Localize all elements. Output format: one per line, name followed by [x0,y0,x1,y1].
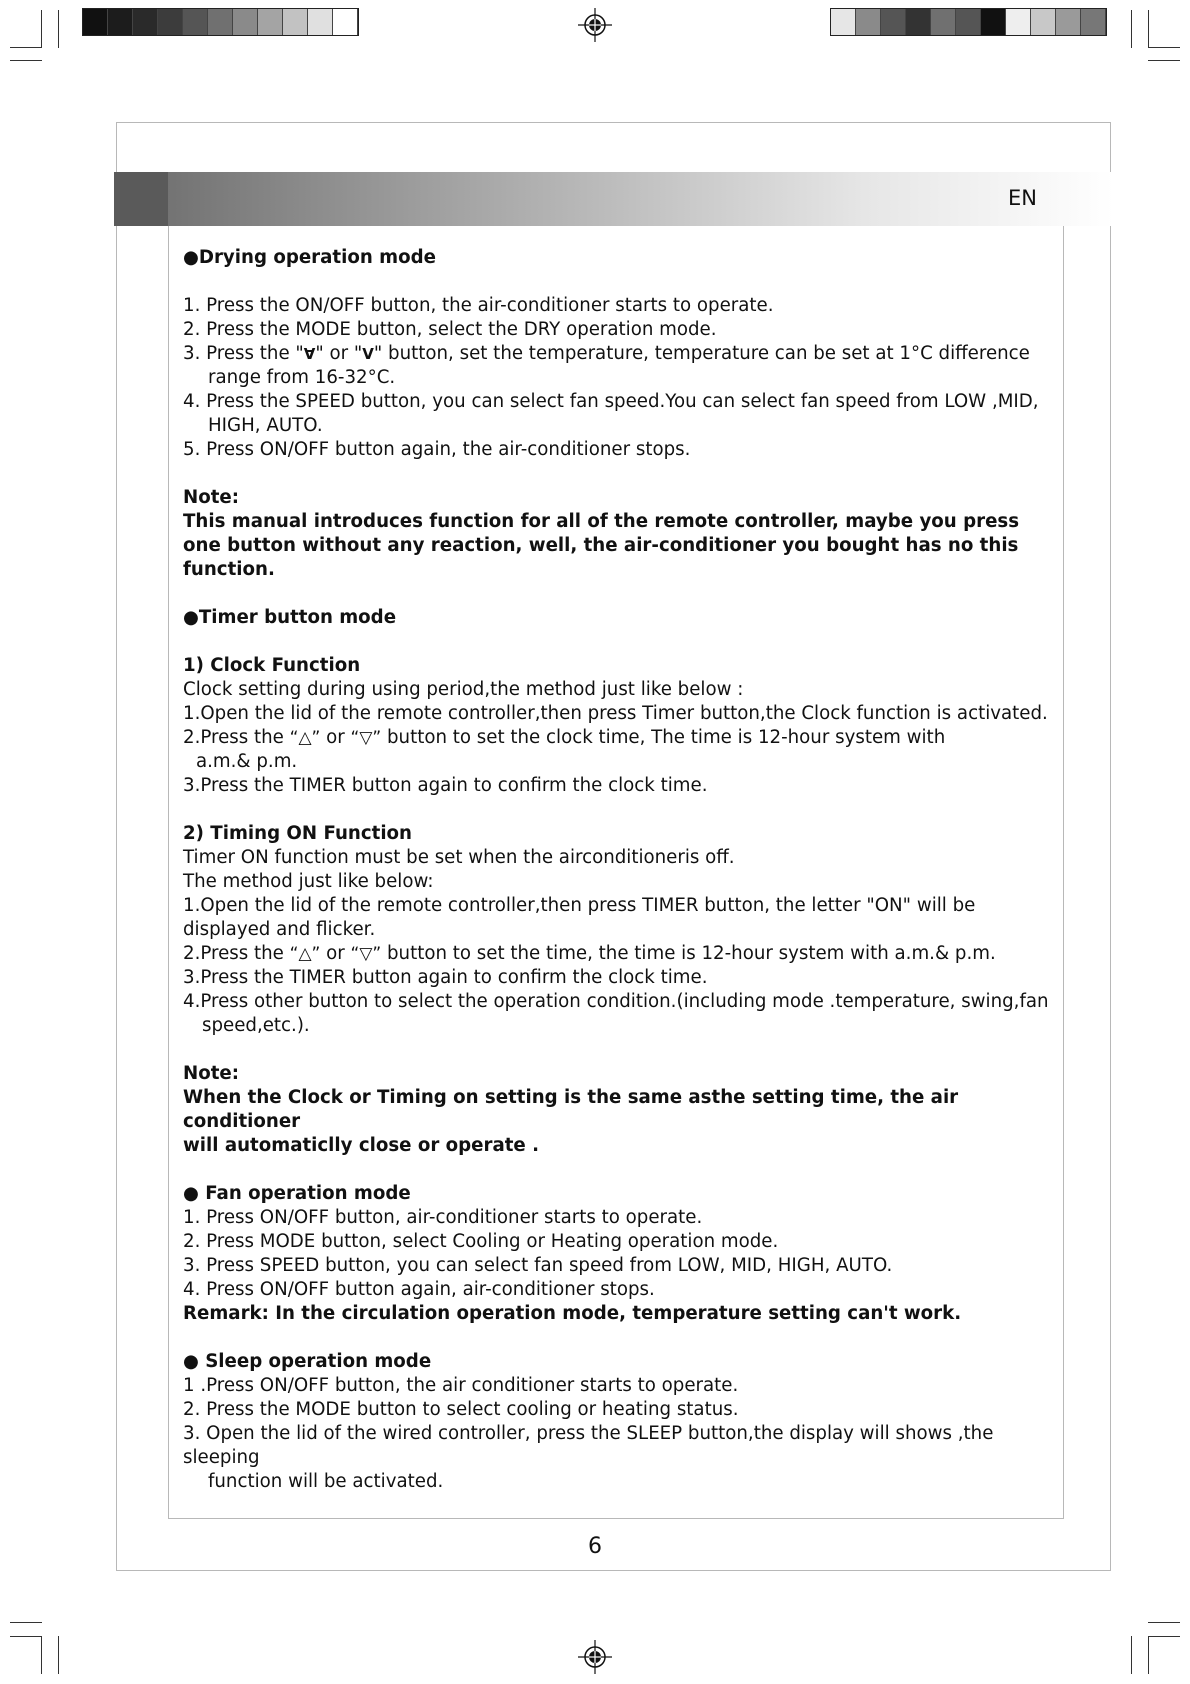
drying-step-4-cont: HIGH, AUTO. [208,415,323,436]
note-1-line-1: This manual introduces function for all of the remote controller, maybe you press [183,511,1020,532]
registration-mark-bottom-icon [578,1640,612,1674]
gray-calibration-bar-right [830,8,1107,36]
language-label: EN [1008,186,1037,210]
registration-mark-top-icon [578,8,612,42]
note-2-label: Note: [183,1063,240,1084]
sleep-step-2: 2. Press the MODE button to select cooling or heating status. [183,1399,739,1420]
fan-step-1: 1. Press ON/OFF button, air-conditioner starts to operate. [183,1207,703,1228]
timing-on-step-1-cont: displayed and flicker. [183,919,376,940]
timing-on-step-4: 4.Press other button to select the operation condition.(including mode .temperature, swing,fan [183,991,1049,1012]
timing-on-intro-2: The method just like below: [183,871,434,892]
timing-on-intro-1: Timer ON function must be set when the airconditioneris off. [183,847,735,868]
note-2-line-1: When the Clock or Timing on setting is the same asthe setting time, the air conditioner [183,1087,959,1132]
drying-step-2: 2. Press the MODE button, select the DRY operation mode. [183,319,717,340]
fan-step-4: 4. Press ON/OFF button again, air-conditioner stops. [183,1279,655,1300]
drying-step-1: 1. Press the ON/OFF button, the air-conditioner starts to operate. [183,295,774,316]
clock-step-2-cont: a.m.& p.m. [196,751,298,772]
drying-step-3-cont: range from 16-32°C. [208,367,396,388]
up-triangle-icon: “△” [289,944,321,964]
gray-calibration-bar-left [82,8,359,36]
note-1-label: Note: [183,487,240,508]
fan-heading: ● Fan operation mode [183,1183,411,1204]
down-triangle-icon: “▽” [350,944,382,964]
drying-step-5: 5. Press ON/OFF button again, the air-conditioner stops. [183,439,691,460]
manual-content [183,246,1063,1494]
sleep-step-1: 1 .Press ON/OFF button, the air conditioner starts to operate. [183,1375,739,1396]
sleep-step-3: 3. Open the lid of the wired controller, press the SLEEP button,the display will shows ,the sleeping [183,1423,994,1468]
sleep-step-3-cont: function will be activated. [208,1471,444,1492]
timing-on-title: 2) Timing ON Function [183,823,413,844]
clock-function-title: 1) Clock Function [183,655,361,676]
page-number: 6 [588,1534,602,1559]
clock-step-3: 3.Press the TIMER button again to confirm the clock time. [183,775,708,796]
note-1-line-3: function. [183,559,275,580]
fan-step-2: 2. Press MODE button, select Cooling or Heating operation mode. [183,1231,779,1252]
timer-heading: ●Timer button mode [183,607,397,628]
timing-on-step-3: 3.Press the TIMER button again to confirm the clock time. [183,967,708,988]
drying-step-4: 4. Press the SPEED button, you can select fan speed.You can select fan speed from LOW ,MID, [183,391,1039,412]
header-gradient-band [114,172,1114,226]
clock-step-1: 1.Open the lid of the remote controller,then press Timer button,the Clock function is activated. [183,703,1048,724]
note-2-line-2: will automaticlly close or operate . [183,1135,539,1156]
sleep-heading: ● Sleep operation mode [183,1351,432,1372]
drying-step-3: 3. Press the "Ɐ" or "V" button, set the temperature, temperature can be set at 1°C difference [183,343,1030,364]
header-dark-tab [114,172,168,226]
up-arrow-icon: Ɐ [303,345,316,363]
up-triangle-icon: “△” [289,728,321,748]
timing-on-step-1: 1.Open the lid of the remote controller,then press TIMER button, the letter "ON" will be [183,895,976,916]
timing-on-step-2: 2.Press the “△” or “▽” button to set the time, the time is 12-hour system with a.m.& p.m. [183,943,996,964]
drying-heading: ●Drying operation mode [183,247,436,268]
note-1-line-2: one button without any reaction, well, the air-conditioner you bought has no this [183,535,1019,556]
down-arrow-icon: V [362,345,374,363]
fan-remark: Remark: In the circulation operation mode, temperature setting can't work. [183,1303,962,1324]
fan-step-3: 3. Press SPEED button, you can select fan speed from LOW, MID, HIGH, AUTO. [183,1255,893,1276]
down-triangle-icon: “▽” [350,728,382,748]
clock-step-2: 2.Press the “△” or “▽” button to set the clock time, The time is 12-hour system with [183,727,946,748]
clock-intro: Clock setting during using period,the method just like below : [183,679,744,700]
timing-on-step-4-cont: speed,etc.). [202,1015,310,1036]
